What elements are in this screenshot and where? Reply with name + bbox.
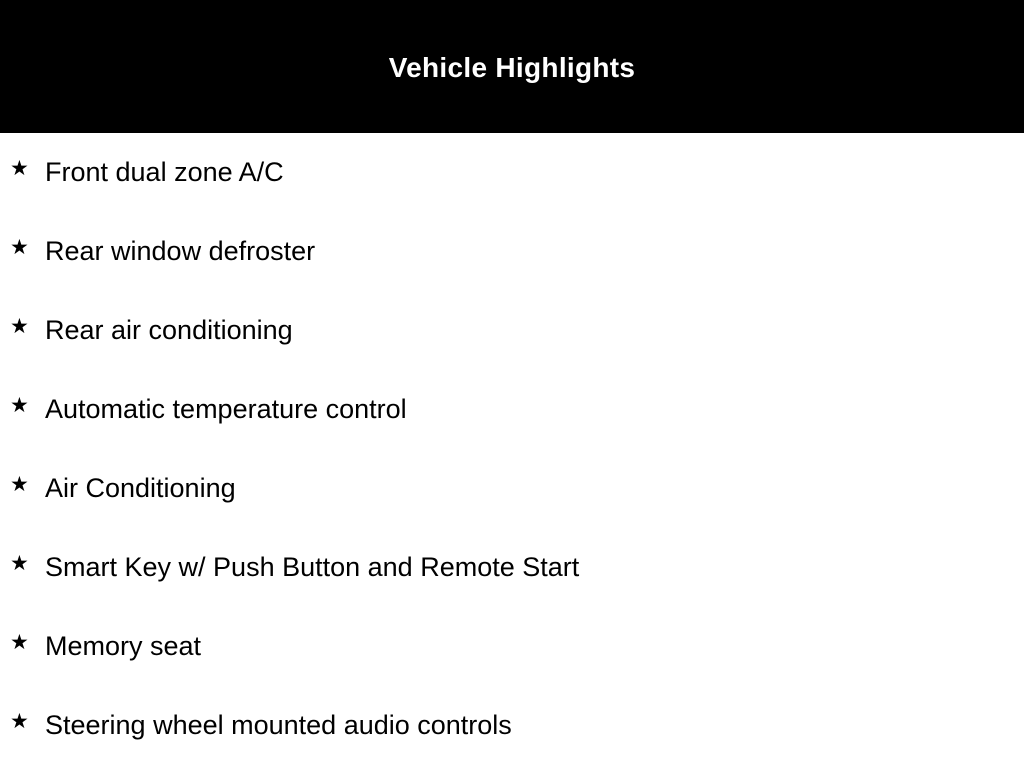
list-item (0, 624, 1024, 703)
highlight-label: Rear window defroster (45, 236, 316, 266)
header-bar (0, 0, 1024, 133)
star-icon: ★ (10, 709, 29, 733)
highlight-label: Automatic temperature control (45, 394, 407, 424)
star-icon: ★ (10, 630, 29, 654)
star-icon: ★ (10, 314, 29, 338)
list-item (0, 466, 1024, 545)
list-item (0, 703, 1024, 782)
list-item (0, 229, 1024, 308)
list-item (0, 150, 1024, 229)
highlight-label: Memory seat (45, 631, 202, 661)
star-icon: ★ (10, 393, 29, 417)
highlight-label: Steering wheel mounted audio controls (45, 710, 512, 740)
highlights-list (0, 150, 1024, 782)
list-item (0, 308, 1024, 387)
highlight-label: Front dual zone A/C (45, 157, 284, 187)
list-item (0, 545, 1024, 624)
highlight-label: Rear air conditioning (45, 315, 293, 345)
star-icon: ★ (10, 235, 29, 259)
star-icon: ★ (10, 156, 29, 180)
highlight-label: Smart Key w/ Push Button and Remote Start (45, 552, 580, 582)
highlight-label: Air Conditioning (45, 473, 236, 503)
star-icon: ★ (10, 551, 29, 575)
star-icon: ★ (10, 472, 29, 496)
list-item (0, 387, 1024, 466)
page-title: Vehicle Highlights (388, 52, 636, 83)
